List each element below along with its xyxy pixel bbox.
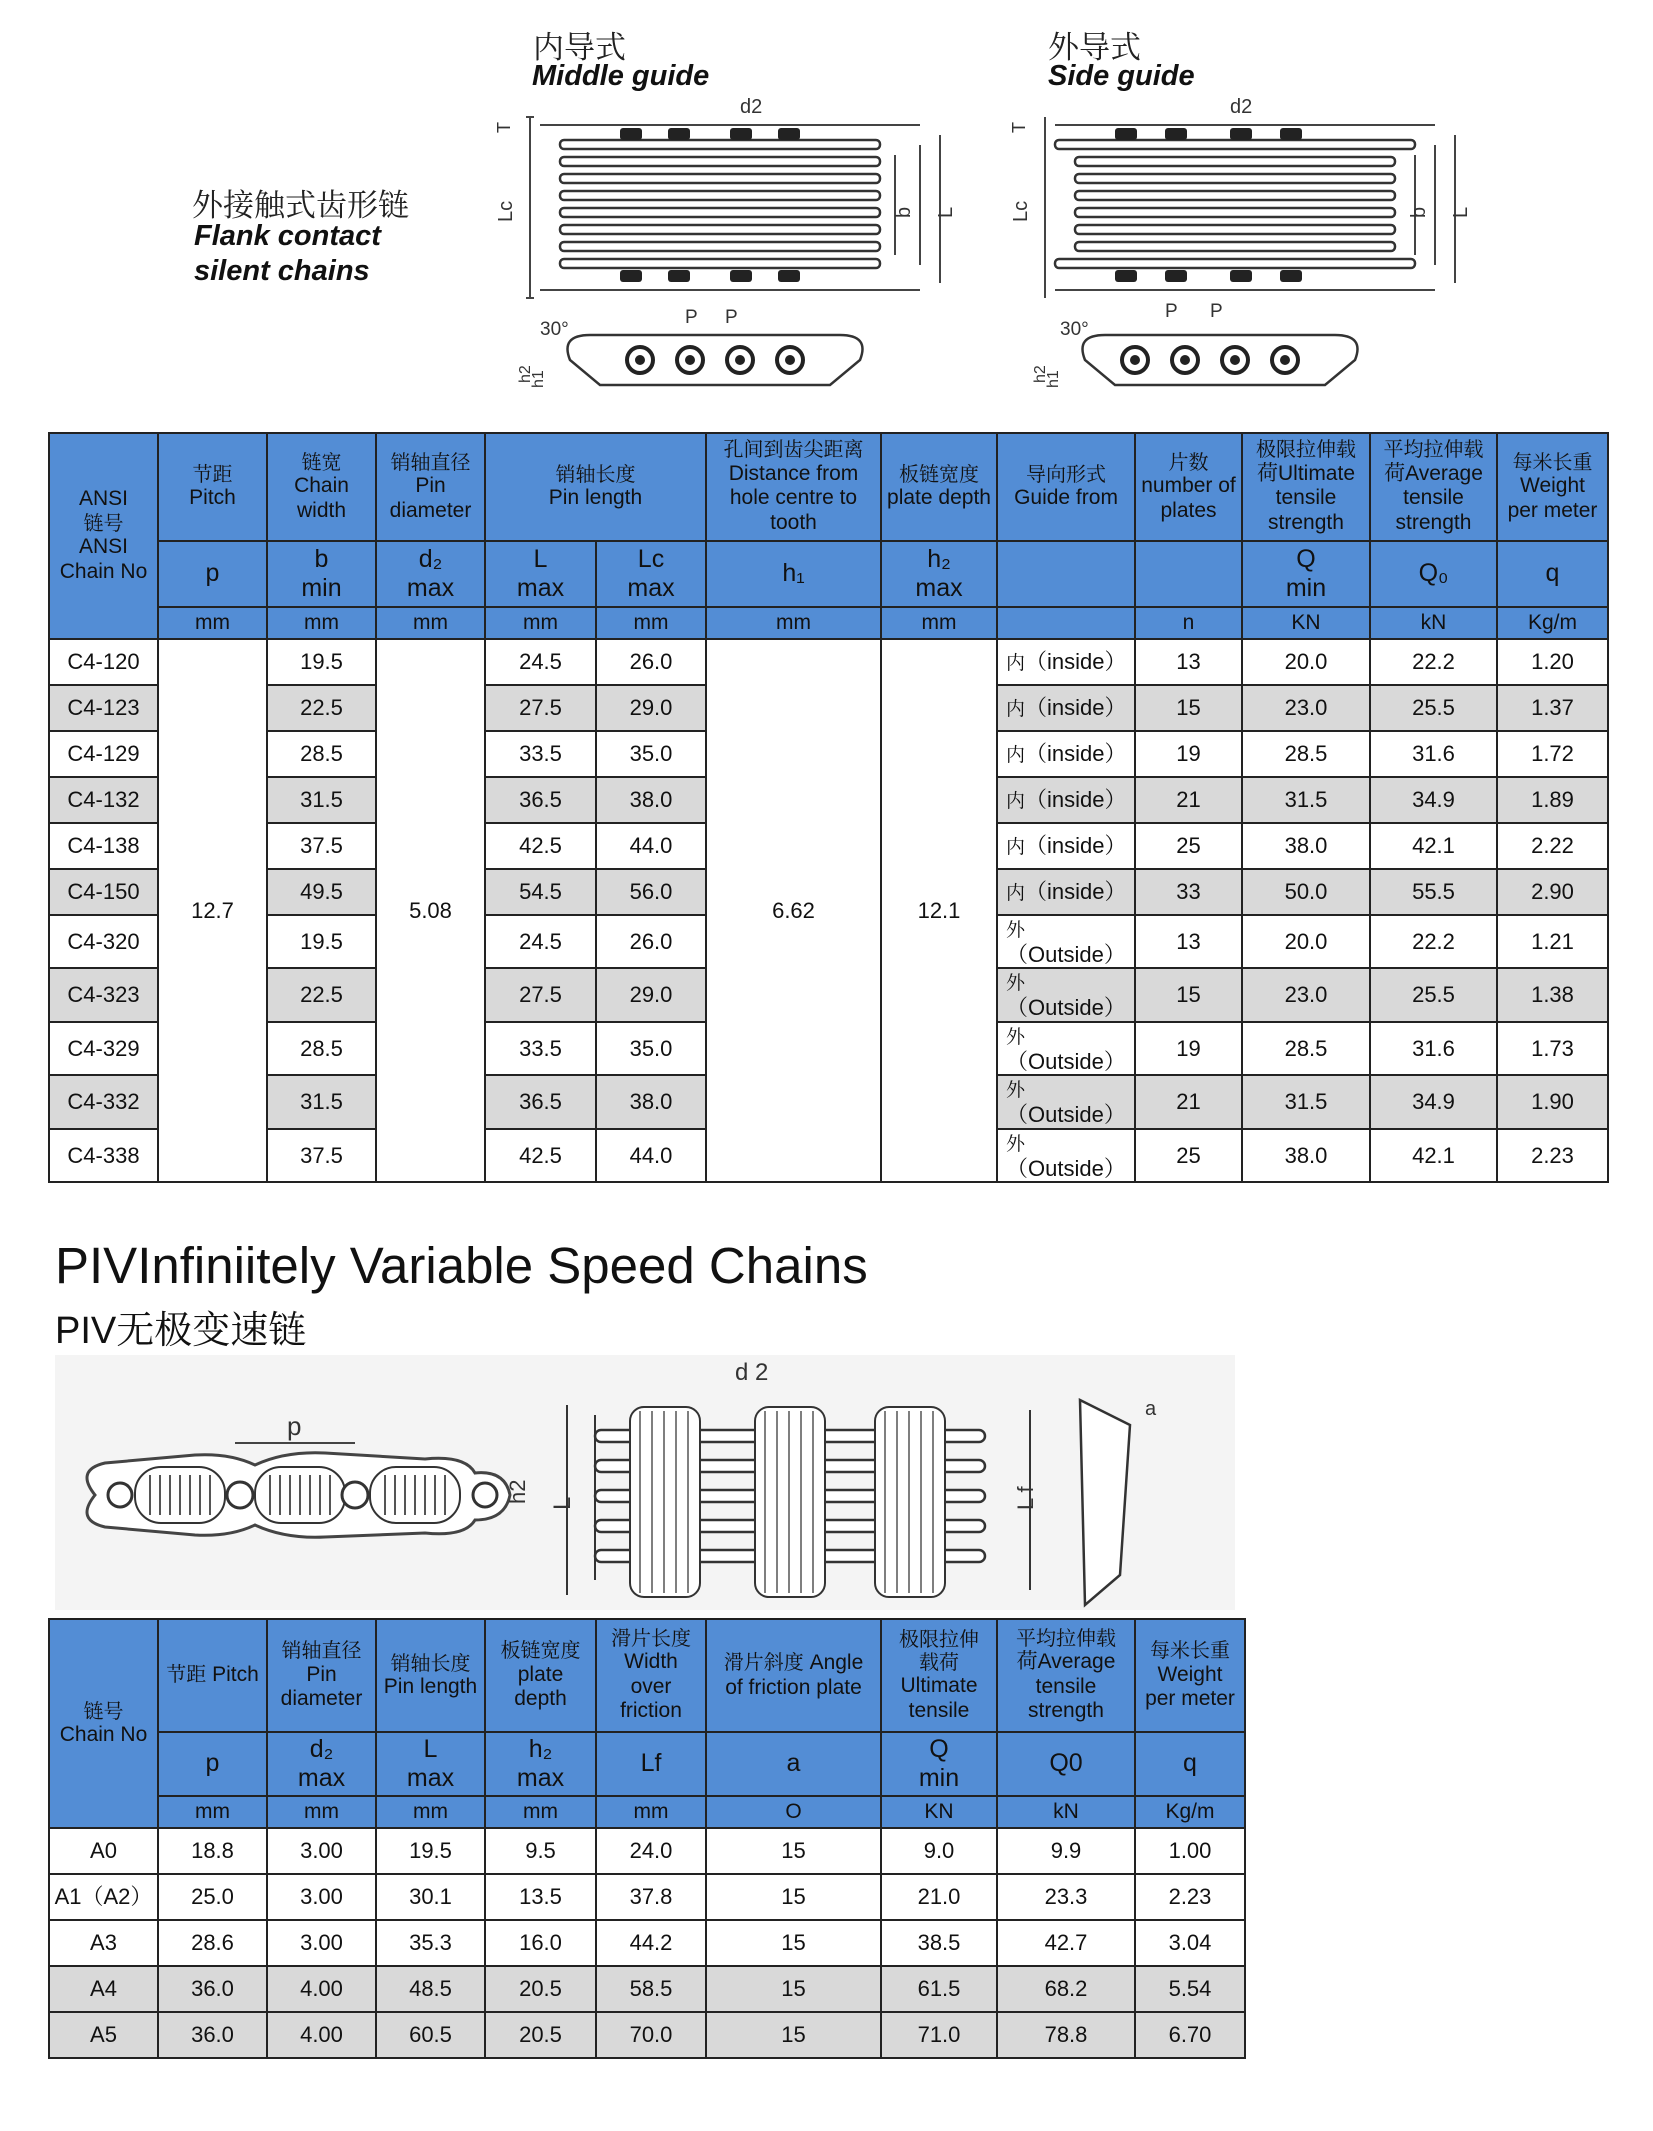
hdr-pin-len: 销轴长度 Pin length [485, 433, 706, 541]
cell-a: 15 [706, 1874, 881, 1920]
sym2-p: p [158, 1732, 267, 1796]
cell-weight: 1.38 [1497, 968, 1608, 1021]
hdr-weight: 每米长重 Weight per meter [1497, 433, 1608, 541]
dim-Lc: Lc [495, 200, 517, 222]
cell-l: 30.1 [376, 1874, 485, 1920]
piv-diagram [55, 1355, 1235, 1610]
hdr-pitch: 节距 Pitch [158, 433, 267, 541]
dim-h1-side: h1 [1045, 370, 1062, 388]
piv-dim-h2: h2 [505, 1479, 530, 1504]
dim-Lc-side: Lc [1010, 200, 1032, 222]
cell-ult: 28.5 [1242, 1022, 1370, 1075]
piv-title: PIVInfiniitely Variable Speed Chains [55, 1237, 868, 1294]
cell-ult: 28.5 [1242, 731, 1370, 777]
cell-ult: 31.5 [1242, 1075, 1370, 1128]
cell-pin-len-Lc: 29.0 [596, 968, 706, 1021]
dim-b-side: b [1408, 206, 1430, 218]
cell-q0: 68.2 [997, 1966, 1135, 2012]
sym-h1: h₁ [706, 541, 881, 607]
cell-pin-len-L: 27.5 [485, 685, 596, 731]
flank-title-cn: 外接触式齿形链 [192, 188, 409, 224]
dim-T-side: T [1009, 122, 1029, 133]
cell-d2: 3.00 [267, 1874, 376, 1920]
cell-chain-no: C4-323 [49, 968, 158, 1021]
cell-q0: 42.7 [997, 1920, 1135, 1966]
unit-q: Kg/m [1497, 607, 1608, 639]
cell-weight: 2.23 [1497, 1129, 1608, 1182]
cell-avg: 42.1 [1370, 1129, 1497, 1182]
cell-pin-len-Lc: 44.0 [596, 1129, 706, 1182]
cell-width: 19.5 [267, 915, 376, 968]
unit-b: mm [267, 607, 376, 639]
cell-guide: 外（Outside） [997, 1022, 1135, 1075]
cell-guide: 内（inside） [997, 731, 1135, 777]
cell-chain-no: C4-320 [49, 915, 158, 968]
cell-a: 15 [706, 1920, 881, 1966]
sym-d2: d₂ max [376, 541, 485, 607]
cell-guide: 内（inside） [997, 869, 1135, 915]
unit-Q: KN [1242, 607, 1370, 639]
cell-pin-len-L: 36.5 [485, 777, 596, 823]
cell-plates: 25 [1135, 1129, 1242, 1182]
cell-plates: 25 [1135, 823, 1242, 869]
cell-guide: 外（Outside） [997, 1075, 1135, 1128]
cell-avg: 25.5 [1370, 685, 1497, 731]
unit2-q: Kg/m [1135, 1796, 1245, 1828]
cell-plates: 21 [1135, 777, 1242, 823]
cell-guide: 外（Outside） [997, 968, 1135, 1021]
unit2-d2: mm [267, 1796, 376, 1828]
cell-chain-no: C4-138 [49, 823, 158, 869]
cell-l: 19.5 [376, 1828, 485, 1874]
unit2-L: mm [376, 1796, 485, 1828]
cell-ult: 38.0 [1242, 823, 1370, 869]
cell-l: 60.5 [376, 2012, 485, 2058]
sym2-q: q [1135, 1732, 1245, 1796]
cell-width: 22.5 [267, 685, 376, 731]
cell-p: 36.0 [158, 1966, 267, 2012]
flank-title-en-2: silent chains [194, 255, 370, 287]
hdr2-pitch: 节距 Pitch [158, 1619, 267, 1732]
cell-q: 2.23 [1135, 1874, 1245, 1920]
hdr-width: 链宽 Chain width [267, 433, 376, 541]
cell-chain-no: C4-123 [49, 685, 158, 731]
cell-avg: 42.1 [1370, 823, 1497, 869]
cell-plates: 15 [1135, 968, 1242, 1021]
cell-width: 28.5 [267, 1022, 376, 1075]
cell-pin-len-Lc: 38.0 [596, 777, 706, 823]
sym-n [1135, 541, 1242, 607]
cell-width: 37.5 [267, 1129, 376, 1182]
hdr-pin-dia: 销轴直径 Pin diameter [376, 433, 485, 541]
hdr2-angle: 滑片斜度 Angle of friction plate [706, 1619, 881, 1732]
unit2-Lf: mm [596, 1796, 706, 1828]
unit2-p: mm [158, 1796, 267, 1828]
cell-pin-len-Lc: 38.0 [596, 1075, 706, 1128]
cell-d2: 4.00 [267, 2012, 376, 2058]
side-guide-diagram [1009, 95, 1475, 415]
cell-ult: 38.0 [1242, 1129, 1370, 1182]
unit-n: n [1135, 607, 1242, 639]
dim-b: b [893, 206, 915, 218]
cell-weight: 1.73 [1497, 1022, 1608, 1075]
unit2-Q: KN [881, 1796, 997, 1828]
cell-chain-no: C4-329 [49, 1022, 158, 1075]
dim-L-side: L [1450, 206, 1472, 218]
flank-title-en-1: Flank contact [194, 220, 381, 252]
cell-h2: 9.5 [485, 1828, 596, 1874]
cell-q: 38.5 [881, 1920, 997, 1966]
cell-width: 31.5 [267, 1075, 376, 1128]
hdr2-ult: 极限拉伸 载荷 Ultimate tensile [881, 1619, 997, 1732]
hdr2-pin-dia: 销轴直径 Pin diameter [267, 1619, 376, 1732]
sym2-Q0: Q0 [997, 1732, 1135, 1796]
cell-avg: 31.6 [1370, 731, 1497, 777]
cell-pin-len-Lc: 44.0 [596, 823, 706, 869]
unit-h2: mm [881, 607, 997, 639]
unit-d2: mm [376, 607, 485, 639]
hdr-ult: 极限拉伸载 荷Ultimate tensile strength [1242, 433, 1370, 541]
cell-p: 18.8 [158, 1828, 267, 1874]
piv-dim-p: p [287, 1411, 302, 1441]
cell-guide: 内（inside） [997, 777, 1135, 823]
cell-pin-len-L: 24.5 [485, 915, 596, 968]
cell-pin-len-L: 54.5 [485, 869, 596, 915]
cell-q: 3.04 [1135, 1920, 1245, 1966]
dim-L: L [935, 206, 957, 218]
piv-dim-d2: d 2 [735, 1359, 769, 1386]
cell-ult: 23.0 [1242, 968, 1370, 1021]
cell-avg: 31.6 [1370, 1022, 1497, 1075]
unit-L: mm [485, 607, 596, 639]
dim-h2-side: h2 [1032, 365, 1049, 383]
cell-guide: 内（inside） [997, 685, 1135, 731]
hdr-guide: 导向形式 Guide from [997, 433, 1135, 541]
sym-b: b min [267, 541, 376, 607]
cell-width: 19.5 [267, 639, 376, 685]
cell-d2: 3.00 [267, 1920, 376, 1966]
cell-p: 25.0 [158, 1874, 267, 1920]
sym-L: L max [485, 541, 596, 607]
sym2-L: L max [376, 1732, 485, 1796]
hdr2-weight: 每米长重 Weight per meter [1135, 1619, 1245, 1732]
cell-p: 36.0 [158, 2012, 267, 2058]
cell-avg: 25.5 [1370, 968, 1497, 1021]
cell-q0: 78.8 [997, 2012, 1135, 2058]
cell-h2: 16.0 [485, 1920, 596, 1966]
table-row [49, 1920, 1245, 1966]
cell-no: A0 [49, 1828, 158, 1874]
cell-pin-len-L: 33.5 [485, 1022, 596, 1075]
sym-Lc: Lc max [596, 541, 706, 607]
dim-h2: h2 [517, 365, 534, 383]
cell-h2: 13.5 [485, 1874, 596, 1920]
cell-dist-merged: 6.62 [706, 639, 881, 1182]
cell-avg: 22.2 [1370, 915, 1497, 968]
hdr2-plate: 板链宽度 plate depth [485, 1619, 596, 1732]
cell-avg: 34.9 [1370, 777, 1497, 823]
cell-weight: 1.72 [1497, 731, 1608, 777]
hdr2-slide: 滑片长度 Width over friction [596, 1619, 706, 1732]
cell-q: 9.0 [881, 1828, 997, 1874]
cell-a: 15 [706, 1828, 881, 1874]
table-row [49, 1874, 1245, 1920]
cell-avg: 55.5 [1370, 869, 1497, 915]
cell-chain-no: C4-332 [49, 1075, 158, 1128]
unit-Lc: mm [596, 607, 706, 639]
unit2-h2: mm [485, 1796, 596, 1828]
cell-width: 37.5 [267, 823, 376, 869]
hdr-dist: 孔间到齿尖距离 Distance from hole centre to tooth [706, 433, 881, 541]
hdr-plate: 板链宽度 plate depth [881, 433, 997, 541]
dim-T: T [494, 122, 514, 133]
cell-pin-len-Lc: 35.0 [596, 1022, 706, 1075]
sym-guide [997, 541, 1135, 607]
dim-angle-side: 30° [1060, 319, 1089, 340]
table-row [49, 1966, 1245, 2012]
sym-Q0: Q₀ [1370, 541, 1497, 607]
cell-h2: 20.5 [485, 2012, 596, 2058]
cell-h2: 20.5 [485, 1966, 596, 2012]
dim-d2-side: d2 [1230, 96, 1253, 118]
cell-width: 49.5 [267, 869, 376, 915]
cell-plates: 13 [1135, 915, 1242, 968]
cell-lf: 24.0 [596, 1828, 706, 1874]
cell-pin-len-L: 36.5 [485, 1075, 596, 1128]
cell-lf: 70.0 [596, 2012, 706, 2058]
cell-chain-no: C4-150 [49, 869, 158, 915]
unit2-a: O [706, 1796, 881, 1828]
cell-chain-no: C4-338 [49, 1129, 158, 1182]
cell-lf: 44.2 [596, 1920, 706, 1966]
cell-weight: 2.90 [1497, 869, 1608, 915]
cell-plates: 13 [1135, 639, 1242, 685]
sym-p: p [158, 541, 267, 607]
cell-q: 21.0 [881, 1874, 997, 1920]
cell-no: A3 [49, 1920, 158, 1966]
side-guide-en: Side guide [1048, 60, 1195, 92]
cell-l: 35.3 [376, 1920, 485, 1966]
cell-guide: 外（Outside） [997, 915, 1135, 968]
cell-pin-len-Lc: 56.0 [596, 869, 706, 915]
piv-dim-a: a [1145, 1398, 1157, 1420]
cell-pin-len-L: 27.5 [485, 968, 596, 1021]
cell-plates: 33 [1135, 869, 1242, 915]
cell-width: 31.5 [267, 777, 376, 823]
cell-ult: 20.0 [1242, 639, 1370, 685]
unit-h1: mm [706, 607, 881, 639]
cell-q: 71.0 [881, 2012, 997, 2058]
cell-pin-len-L: 24.5 [485, 639, 596, 685]
flank-chain-table [48, 432, 1609, 1183]
sym2-Q: Q min [881, 1732, 997, 1796]
cell-chain-no: C4-120 [49, 639, 158, 685]
cell-q: 6.70 [1135, 2012, 1245, 2058]
hdr2-avg: 平均拉伸载 荷Average tensile strength [997, 1619, 1135, 1732]
cell-pin-len-L: 42.5 [485, 1129, 596, 1182]
cell-q0: 9.9 [997, 1828, 1135, 1874]
cell-plates: 19 [1135, 731, 1242, 777]
cell-lf: 58.5 [596, 1966, 706, 2012]
cell-weight: 1.21 [1497, 915, 1608, 968]
cell-pin-len-Lc: 35.0 [596, 731, 706, 777]
cell-p: 28.6 [158, 1920, 267, 1966]
cell-a: 15 [706, 2012, 881, 2058]
cell-pin-len-L: 42.5 [485, 823, 596, 869]
sym2-d2: d₂ max [267, 1732, 376, 1796]
cell-plate-merged: 12.1 [881, 639, 997, 1182]
piv-dim-Lf: L f [1013, 1486, 1038, 1510]
cell-q: 5.54 [1135, 1966, 1245, 2012]
side-guide-cn: 外导式 [1048, 30, 1141, 66]
cell-no: A5 [49, 2012, 158, 2058]
dim-P1: P [685, 307, 698, 328]
dim-P2-side: P [1210, 301, 1223, 322]
cell-pin-len-Lc: 29.0 [596, 685, 706, 731]
dim-angle: 30° [540, 319, 569, 340]
cell-weight: 2.22 [1497, 823, 1608, 869]
middle-guide-cn: 内导式 [533, 30, 626, 66]
unit-guide [997, 607, 1135, 639]
cell-q: 61.5 [881, 1966, 997, 2012]
unit-Q0: kN [1370, 607, 1497, 639]
cell-avg: 34.9 [1370, 1075, 1497, 1128]
sym2-h2: h₂ max [485, 1732, 596, 1796]
cell-guide: 外（Outside） [997, 1129, 1135, 1182]
cell-ult: 31.5 [1242, 777, 1370, 823]
cell-weight: 1.89 [1497, 777, 1608, 823]
table-row [49, 1828, 1245, 1874]
cell-pin-len-Lc: 26.0 [596, 639, 706, 685]
sym-q: q [1497, 541, 1608, 607]
hdr-chain-no: ANSI 链号 ANSI Chain No [49, 433, 158, 639]
cell-weight: 1.20 [1497, 639, 1608, 685]
dim-h1: h1 [530, 370, 547, 388]
cell-weight: 1.37 [1497, 685, 1608, 731]
cell-width: 22.5 [267, 968, 376, 1021]
cell-pitch-merged: 12.7 [158, 639, 267, 1182]
sym-h2: h₂ max [881, 541, 997, 607]
cell-d2: 3.00 [267, 1828, 376, 1874]
piv-chain-table [48, 1618, 1246, 2059]
cell-weight: 1.90 [1497, 1075, 1608, 1128]
cell-width: 28.5 [267, 731, 376, 777]
middle-guide-en: Middle guide [532, 60, 710, 92]
cell-q: 1.00 [1135, 1828, 1245, 1874]
unit-p: mm [158, 607, 267, 639]
cell-pin-dia-merged: 5.08 [376, 639, 485, 1182]
table-row [49, 639, 1608, 685]
hdr-avg: 平均拉伸载 荷Average tensile strength [1370, 433, 1497, 541]
unit2-Q0: kN [997, 1796, 1135, 1828]
dim-d2: d2 [740, 96, 763, 118]
dim-P2: P [725, 307, 738, 328]
cell-plates: 15 [1135, 685, 1242, 731]
hdr-plates: 片数 number of plates [1135, 433, 1242, 541]
cell-d2: 4.00 [267, 1966, 376, 2012]
piv-dim-L: L [549, 1496, 576, 1510]
cell-ult: 20.0 [1242, 915, 1370, 968]
cell-ult: 50.0 [1242, 869, 1370, 915]
middle-guide-diagram [494, 95, 960, 415]
cell-no: A1（A2） [49, 1874, 158, 1920]
cell-no: A4 [49, 1966, 158, 2012]
table-row [49, 2012, 1245, 2058]
cell-pin-len-Lc: 26.0 [596, 915, 706, 968]
cell-guide: 内（inside） [997, 639, 1135, 685]
cell-q0: 23.3 [997, 1874, 1135, 1920]
cell-guide: 内（inside） [997, 823, 1135, 869]
hdr2-pin-len: 销轴长度 Pin length [376, 1619, 485, 1732]
cell-a: 15 [706, 1966, 881, 2012]
sym2-a: a [706, 1732, 881, 1796]
dim-P1-side: P [1165, 301, 1178, 322]
cell-plates: 19 [1135, 1022, 1242, 1075]
hdr2-chain-no: 链号 Chain No [49, 1619, 158, 1828]
cell-lf: 37.8 [596, 1874, 706, 1920]
cell-pin-len-L: 33.5 [485, 731, 596, 777]
cell-l: 48.5 [376, 1966, 485, 2012]
piv-subtitle: PIV无极变速链 [55, 1308, 307, 1352]
cell-chain-no: C4-132 [49, 777, 158, 823]
cell-avg: 22.2 [1370, 639, 1497, 685]
sym-Q: Q min [1242, 541, 1370, 607]
cell-plates: 21 [1135, 1075, 1242, 1128]
cell-chain-no: C4-129 [49, 731, 158, 777]
cell-ult: 23.0 [1242, 685, 1370, 731]
sym2-Lf: Lf [596, 1732, 706, 1796]
